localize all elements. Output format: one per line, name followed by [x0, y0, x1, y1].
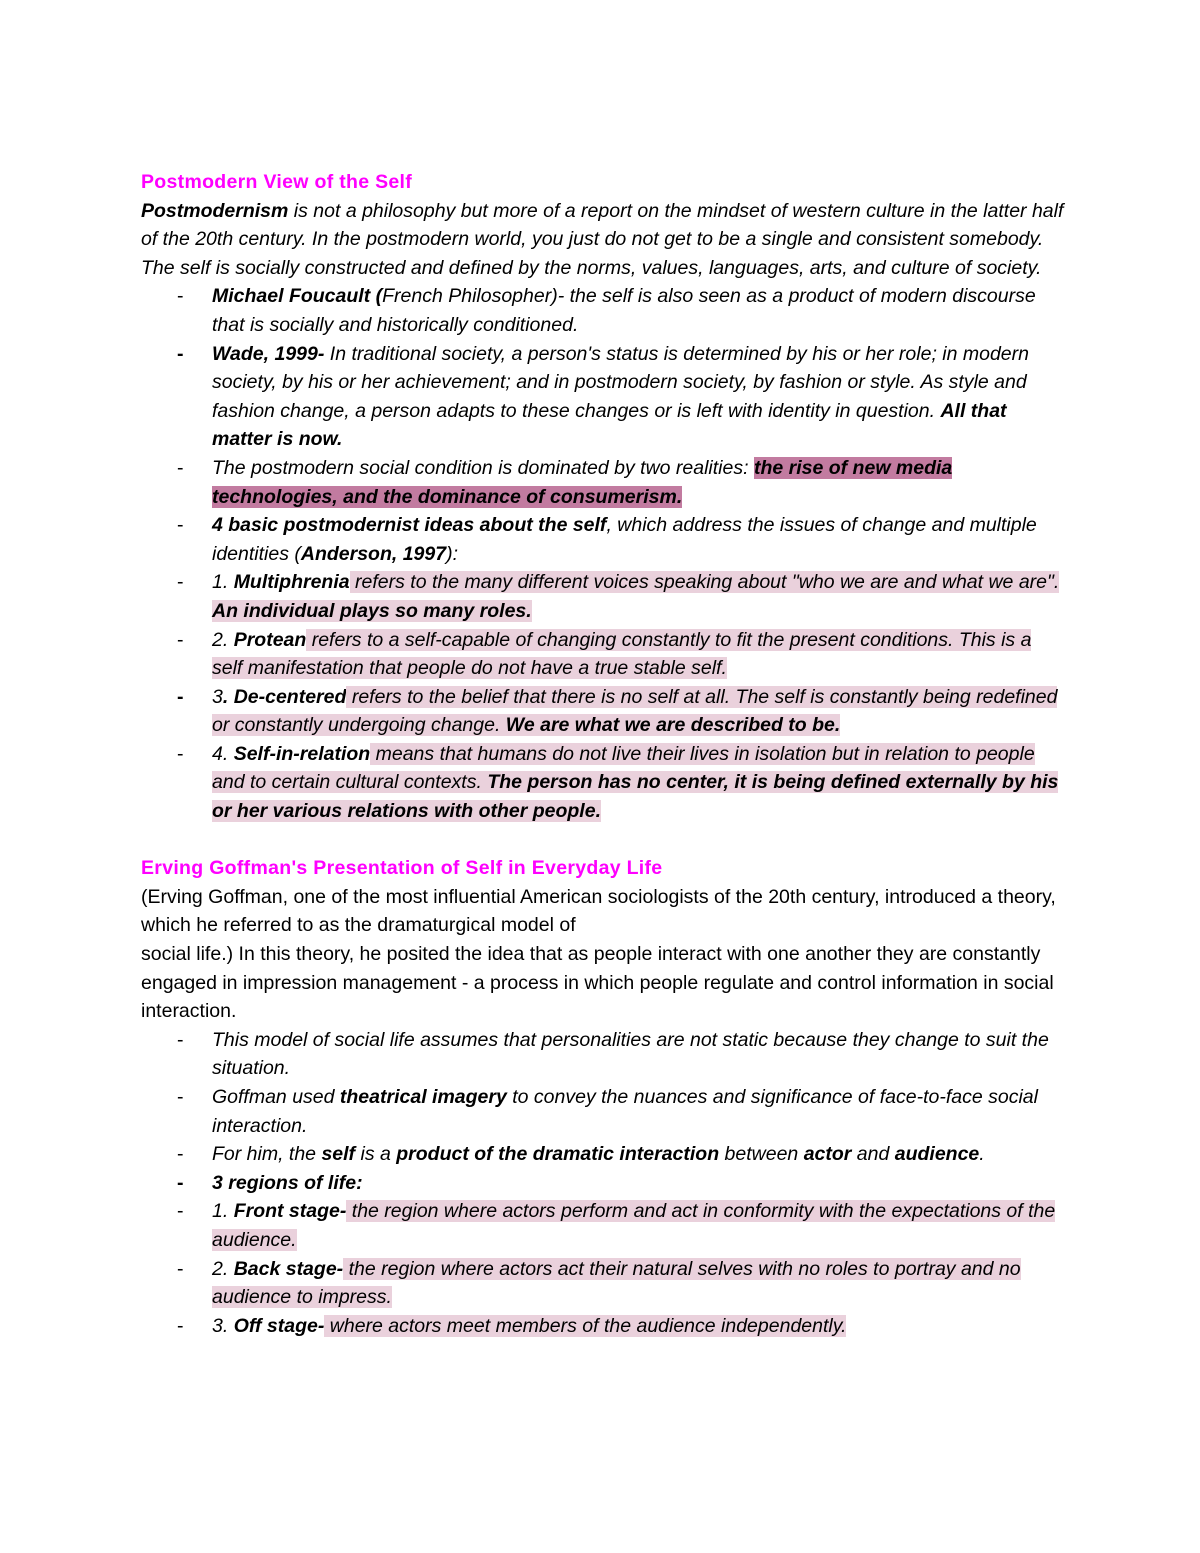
bullet-dash: - — [177, 571, 184, 594]
item-number: 3. — [212, 1314, 234, 1337]
item-text: Goffman used — [212, 1086, 340, 1108]
list-item — [141, 1169, 1066, 1198]
bullet-dash: - — [177, 1028, 184, 1051]
item-bold: 4 basic postmodernist ideas about the self — [212, 514, 607, 537]
item-text: The postmodern social condition is dominated by two realities: — [212, 456, 754, 479]
list-item — [141, 740, 1066, 826]
bullet-dash: - — [177, 742, 184, 765]
item-term: Off stage- — [233, 1314, 325, 1337]
item-text: and — [851, 1143, 895, 1166]
item-bold: self — [321, 1143, 356, 1166]
item-bold-desc: We are what we are described to be. — [505, 714, 841, 737]
item-term: Protean — [233, 628, 307, 651]
list-item — [141, 1026, 1066, 1083]
item-desc: refers to the belief that there is no self at all. The self is constantly being redefined or constantly undergoing change. — [212, 685, 1058, 737]
bullet-dash: - — [177, 1257, 184, 1280]
list-item — [141, 1312, 1066, 1341]
item-term: . De-centered — [222, 685, 347, 708]
bullet-dash: - — [177, 342, 184, 365]
item-number: 3 — [212, 685, 223, 708]
item-text: is a — [355, 1143, 397, 1166]
item-text-end: ): — [446, 542, 459, 565]
bullet-dash: - — [177, 1171, 184, 1194]
item-number: 1. — [212, 1200, 234, 1223]
intro-text: is not a philosophy but more of a report on the mindset of western culture in the latter half of the 20th century. In the postmodern world, you just do not get to be a single and consistent somebody. The self is socially constructed and defined by the norms, values, languages, arts, and culture of society. — [141, 199, 1064, 279]
item-name: Wade, 1999- — [212, 342, 325, 365]
item-bold-desc: An individual plays so many roles. — [212, 599, 532, 622]
item-number: 4. — [212, 742, 234, 765]
bullet-dash: - — [177, 685, 184, 708]
list-item — [141, 1255, 1066, 1312]
item-desc: means that humans do not live their lives in isolation but in relation to people and to certain cultural contexts. — [212, 742, 1035, 794]
item-bold-end: All that matter is now. — [212, 399, 1007, 451]
item-bold: product of the dramatic interaction — [396, 1143, 720, 1166]
bullet-dash: - — [177, 1143, 184, 1166]
item-name: Michael Foucault ( — [212, 285, 383, 308]
item-desc: where actors meet members of the audience independently. — [324, 1314, 847, 1337]
list-item — [141, 511, 1066, 568]
intro-term: Postmodernism — [141, 199, 289, 222]
list-item — [141, 454, 1066, 511]
item-text-end: to convey the nuances and significance of face-to-face social interaction. — [212, 1086, 1038, 1137]
item-number: 2. — [212, 628, 234, 651]
goffman-list — [141, 1026, 1066, 1341]
list-item — [141, 1083, 1066, 1140]
bullet-dash: - — [177, 1200, 184, 1223]
section-heading-postmodern: Postmodern View of the Self — [141, 171, 413, 193]
item-bold: actor — [803, 1143, 852, 1166]
bullet-dash: - — [177, 285, 184, 308]
postmodern-list — [141, 282, 1066, 825]
item-text: , which address the issues of change and multiple identities ( — [212, 514, 1037, 565]
list-item — [141, 1197, 1066, 1254]
document-page — [141, 168, 1066, 1340]
intro-line: (Erving Goffman, one of the most influential American sociologists of the 20th century, introduced a theory, which he referred to as the dramaturgical model of — [141, 885, 1056, 937]
item-desc: the region where actors act their natural selves with no roles to portray and no audience to impress. — [212, 1257, 1021, 1309]
item-desc: refers to a self-capable of changing constantly to fit the present conditions. This is a self manifestation that people do not have a true stable self. — [212, 628, 1032, 680]
item-text: For him, the — [212, 1143, 322, 1166]
section-heading-goffman: Erving Goffman's Presentation of Self in Everyday Life — [141, 857, 663, 880]
item-term: Multiphrenia — [233, 571, 350, 594]
item-bold: 3 regions of life: — [212, 1171, 363, 1194]
item-bold: theatrical imagery — [339, 1086, 507, 1108]
item-term: Front stage- — [233, 1200, 347, 1223]
list-item — [141, 282, 1066, 339]
item-number: 2. — [212, 1257, 234, 1280]
bullet-dash: - — [177, 1314, 184, 1337]
bullet-dash: - — [177, 514, 184, 537]
list-item — [141, 1140, 1066, 1169]
bullet-dash: - — [177, 1086, 184, 1108]
intro-paragraph-goffman — [141, 883, 1066, 1026]
item-text: This model of social life assumes that personalities are not static because they change to suit the situation. — [212, 1028, 1049, 1080]
intro-paragraph-postmodernism — [141, 197, 1066, 283]
item-desc: refers to the many different voices speaking about "who we are and what we are". — [349, 571, 1060, 594]
item-highlight: the rise of new media technologies, and the dominance of consumerism. — [212, 456, 953, 508]
list-item — [141, 626, 1066, 683]
item-term: Back stage- — [233, 1257, 344, 1280]
item-text: . — [979, 1143, 985, 1166]
item-bold: audience — [894, 1143, 980, 1166]
item-bold-citation: Anderson, 1997 — [300, 542, 447, 565]
bullet-dash: - — [177, 456, 184, 479]
list-item — [141, 568, 1066, 625]
item-text: In traditional society, a person's status is determined by his or her role; in modern society, by his or her achievement; and in postmodern society, by fashion or style. As style and fashion change, a person adapts to these changes or is left with identity in question. — [212, 342, 1029, 422]
list-item — [141, 340, 1066, 454]
bullet-dash: - — [177, 628, 184, 651]
item-text: between — [719, 1143, 804, 1166]
item-desc: the region where actors perform and act in conformity with the expectations of the audience. — [212, 1200, 1056, 1251]
intro-line: social life.) In this theory, he posited the idea that as people interact with one another they are constantly engaged in impression management - a process in which people regulate and control information in social interaction. — [141, 943, 1054, 1023]
list-item — [141, 683, 1066, 740]
item-bold-desc: The person has no center, it is being defined externally by his or her various relations with other people. — [212, 771, 1059, 823]
item-text: French Philosopher)- the self is also seen as a product of modern discourse that is socially and historically conditioned. — [212, 285, 1036, 336]
item-term: Self-in-relation — [233, 742, 371, 765]
item-number: 1. — [212, 571, 234, 594]
